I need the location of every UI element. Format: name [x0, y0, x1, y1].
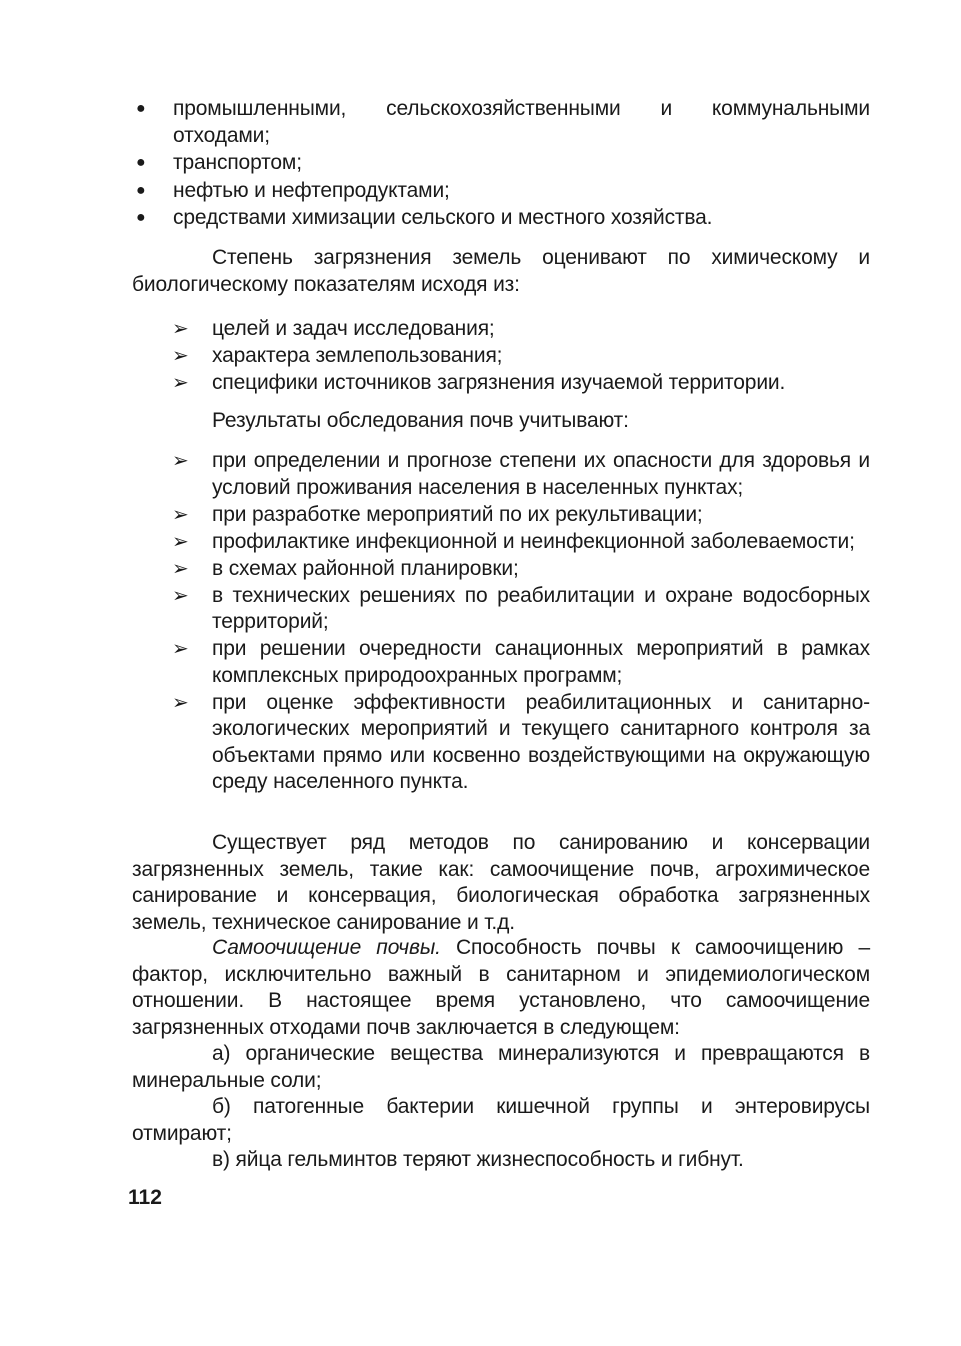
point-b: б) патогенные бактерии кишечной группы и энтеровирусы отмирают;	[132, 1095, 870, 1145]
methods-paragraph: Существует ряд методов по санированию и консервации загрязненных земель, такие как: самоочищение почв, агрохимическое санирование и консервация, биологическая обработка загрязненных земель, техническое санирование и т.д.	[132, 831, 870, 934]
list-item: ● нефтью и нефтепродуктами;	[132, 178, 870, 205]
pollution-sources-list	[132, 96, 870, 233]
list-item: ➢ целей и задач исследования;	[172, 316, 870, 343]
bullet-icon: ●	[136, 154, 146, 171]
arrow-icon: ➢	[172, 318, 189, 340]
list-item: ➢ характера землепользования;	[172, 343, 870, 370]
list-item: ● промышленными, сельскохозяйственными и коммунальными отходами;	[136, 97, 870, 147]
bullet-icon: ●	[136, 181, 146, 199]
results-paragraph: Результаты обследования почв учитывают:	[212, 409, 629, 432]
self-cleaning-paragraph: Самоочищение почвы. Способность почвы к самоочищению – фактор, исключительно важный в санитарном и эпидемиологическом отношении. В настоящее время установлено, что самоочищение загрязненных отходами почв заключается в следующем:	[132, 936, 870, 1039]
list-item: ➢ при решении очередности санационных мероприятий в рамках комплексных природоохранных программ;	[172, 637, 870, 687]
arrow-icon: ➢	[172, 530, 189, 553]
list-item: ➢ профилактике инфекционной и неинфекционной заболеваемости;	[172, 529, 870, 556]
bullet-icon: ●	[136, 100, 146, 117]
arrow-icon: ➢	[172, 450, 189, 472]
list-item: ● средствами химизации сельского и местного хозяйства.	[132, 205, 870, 232]
list-item: ➢ при оценке эффективности реабилитационных и санитарно-экологических мероприятий и текущего санитарного контроля за объектами прямо или косвенно воздействующими на окружающую среду населенного пункта.	[172, 690, 870, 793]
arrow-icon: ➢	[172, 638, 189, 660]
assessment-list	[172, 316, 870, 397]
results-list	[172, 448, 870, 796]
arrow-icon: ➢	[172, 584, 189, 607]
arrow-icon: ➢	[172, 691, 189, 714]
point-a: а) органические вещества минерализуются и превращаются в минеральные соли;	[132, 1042, 870, 1092]
arrow-icon: ➢	[172, 503, 189, 526]
list-item: ➢ при разработке мероприятий по их рекультивации;	[172, 502, 870, 529]
arrow-icon: ➢	[172, 557, 189, 580]
self-cleaning-term: Самоочищение почвы.	[212, 936, 441, 959]
list-item: ● транспортом;	[132, 150, 870, 177]
list-item: ➢ в схемах районной планировки;	[172, 556, 870, 583]
page-number: 112	[128, 1186, 162, 1209]
assessment-paragraph: Степень загрязнения земель оценивают по химическому и биологическому показателям исходя из:	[132, 246, 870, 296]
point-c: в) яйца гельминтов теряют жизнеспособность и гибнут.	[212, 1148, 744, 1171]
list-item: ➢ при определении и прогнозе степени их опасности для здоровья и условий проживания населения в населенных пунктах;	[172, 449, 870, 499]
list-item: ➢ специфики источников загрязнения изучаемой территории.	[172, 370, 870, 397]
bullet-icon: ●	[136, 209, 146, 226]
list-item: ➢ в технических решениях по реабилитации и охране водосборных территорий;	[172, 583, 870, 633]
arrow-icon: ➢	[172, 345, 189, 367]
arrow-icon: ➢	[172, 372, 189, 394]
